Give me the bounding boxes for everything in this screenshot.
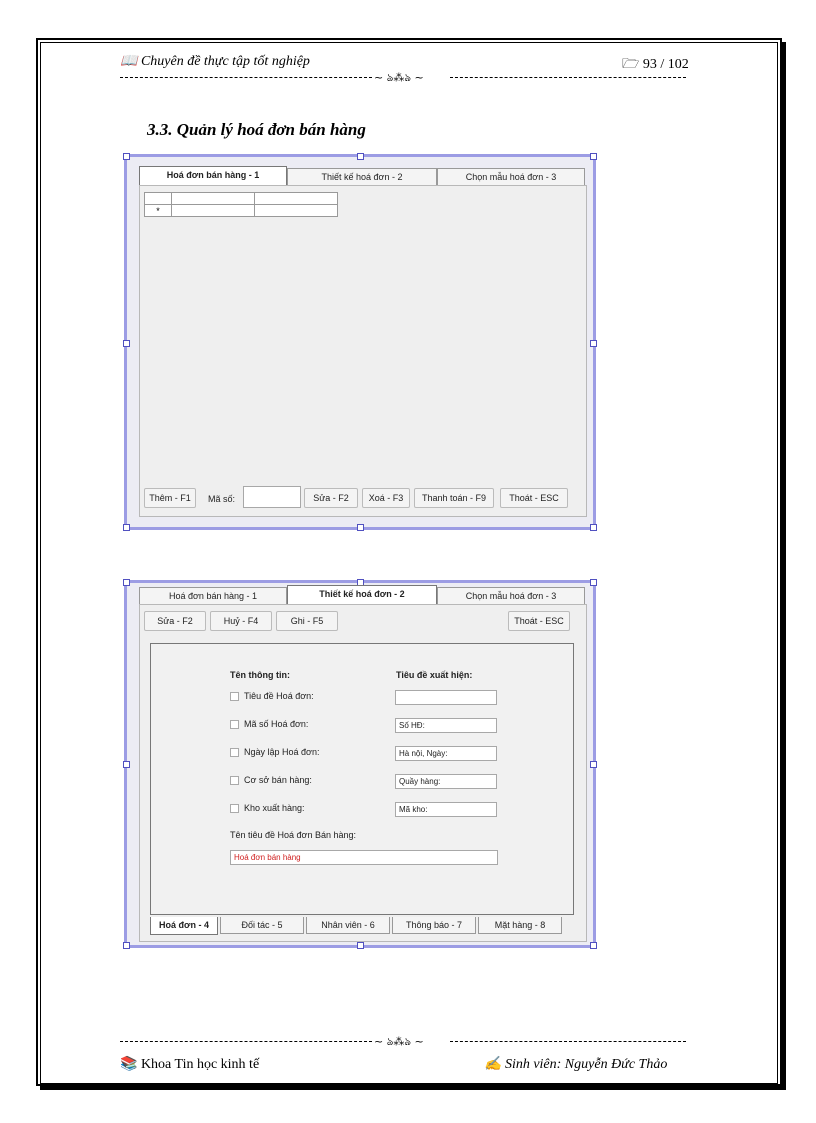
save-button[interactable]: Ghi - F5 bbox=[276, 611, 338, 631]
footer-divider bbox=[120, 1036, 696, 1048]
book-stack-icon: 📚 bbox=[120, 1057, 138, 1072]
section-title: 3.3. Quản lý hoá đơn bán hàng bbox=[147, 120, 366, 139]
design-fieldset bbox=[150, 643, 574, 915]
screenshot-invoice-design bbox=[124, 580, 596, 948]
invoice-title-label: Tên tiêu đề Hoá đơn Bán hàng: bbox=[230, 830, 356, 840]
col-info-header: Tên thông tin: bbox=[230, 670, 290, 680]
code-input[interactable] bbox=[243, 486, 301, 508]
edit-button[interactable]: Sửa - F2 bbox=[144, 611, 206, 631]
checkbox[interactable] bbox=[230, 804, 239, 813]
invoice-list-panel bbox=[139, 185, 587, 517]
row-title-input[interactable]: Mã kho: bbox=[395, 802, 497, 817]
tab-invoice-sales[interactable]: Hoá đơn bán hàng - 1 bbox=[139, 166, 287, 186]
invoice-title-input[interactable]: Hoá đơn bán hàng bbox=[230, 850, 498, 865]
page-footer-left bbox=[120, 1056, 259, 1073]
student-name: Sinh viên: Nguyễn Đức Thảo bbox=[504, 1057, 668, 1072]
row-title-input[interactable] bbox=[395, 690, 497, 705]
divider-ornament: ~ ঌ⁂ঌ ~ bbox=[374, 71, 424, 84]
divider-ornament: ~ ঌ⁂ঌ ~ bbox=[374, 1035, 424, 1048]
add-button[interactable]: Thêm - F1 bbox=[144, 488, 196, 508]
header-divider bbox=[120, 72, 696, 84]
code-label: Mã số: bbox=[208, 494, 236, 504]
checkbox[interactable] bbox=[230, 748, 239, 757]
tab-invoice-template[interactable]: Chọn mẫu hoá đơn - 3 bbox=[437, 168, 585, 185]
row-label: Tiêu đề Hoá đơn: bbox=[244, 691, 314, 701]
faculty-name: Khoa Tin học kinh tế bbox=[140, 1057, 260, 1072]
row-label: Ngày lập Hoá đơn: bbox=[244, 747, 320, 757]
folder-icon: 🗁 bbox=[622, 57, 640, 72]
row-title-input[interactable]: Hà nội, Ngày: bbox=[395, 746, 497, 761]
tab-partner[interactable]: Đối tác - 5 bbox=[220, 917, 304, 934]
exit-button[interactable]: Thoát - ESC bbox=[500, 488, 568, 508]
tab-product[interactable]: Mặt hàng - 8 bbox=[478, 917, 562, 934]
pen-icon: ✍ bbox=[484, 1057, 502, 1072]
tab-invoice[interactable]: Hoá đơn - 4 bbox=[150, 917, 218, 935]
row-label: Cơ sở bán hàng: bbox=[244, 775, 312, 785]
invoice-grid[interactable] bbox=[144, 192, 338, 217]
page-footer-right bbox=[484, 1056, 667, 1073]
header-title: Chuyên đề thực tập tốt nghiệp bbox=[140, 54, 310, 69]
open-book-icon: 📖 bbox=[120, 54, 138, 69]
screenshot-invoice-list bbox=[124, 154, 596, 530]
checkbox[interactable] bbox=[230, 692, 239, 701]
tab-invoice-sales[interactable]: Hoá đơn bán hàng - 1 bbox=[139, 587, 287, 604]
tab-invoice-design[interactable]: Thiết kế hoá đơn - 2 bbox=[287, 168, 437, 185]
cancel-button[interactable]: Huỷ - F4 bbox=[210, 611, 272, 631]
page-header-left bbox=[120, 53, 310, 70]
tab-staff[interactable]: Nhân viên - 6 bbox=[306, 917, 390, 934]
checkbox[interactable] bbox=[230, 720, 239, 729]
row-label: Mã số Hoá đơn: bbox=[244, 719, 309, 729]
invoice-design-panel bbox=[139, 604, 587, 942]
row-label: Kho xuất hàng: bbox=[244, 803, 305, 813]
delete-button[interactable]: Xoá - F3 bbox=[362, 488, 410, 508]
tab-invoice-template[interactable]: Chọn mẫu hoá đơn - 3 bbox=[437, 587, 585, 604]
new-row-marker: * bbox=[145, 205, 172, 217]
page-number: 93 / 102 bbox=[642, 57, 689, 72]
row-title-input[interactable]: Số HĐ: bbox=[395, 718, 497, 733]
exit-button[interactable]: Thoát - ESC bbox=[508, 611, 570, 631]
checkbox[interactable] bbox=[230, 776, 239, 785]
col-title-header: Tiêu đề xuất hiện: bbox=[396, 670, 473, 680]
tab-invoice-design[interactable]: Thiết kế hoá đơn - 2 bbox=[287, 585, 437, 605]
edit-button[interactable]: Sửa - F2 bbox=[304, 488, 358, 508]
tab-notice[interactable]: Thông báo - 7 bbox=[392, 917, 476, 934]
pay-button[interactable]: Thanh toán - F9 bbox=[414, 488, 494, 508]
row-title-input[interactable]: Quầy hàng: bbox=[395, 774, 497, 789]
